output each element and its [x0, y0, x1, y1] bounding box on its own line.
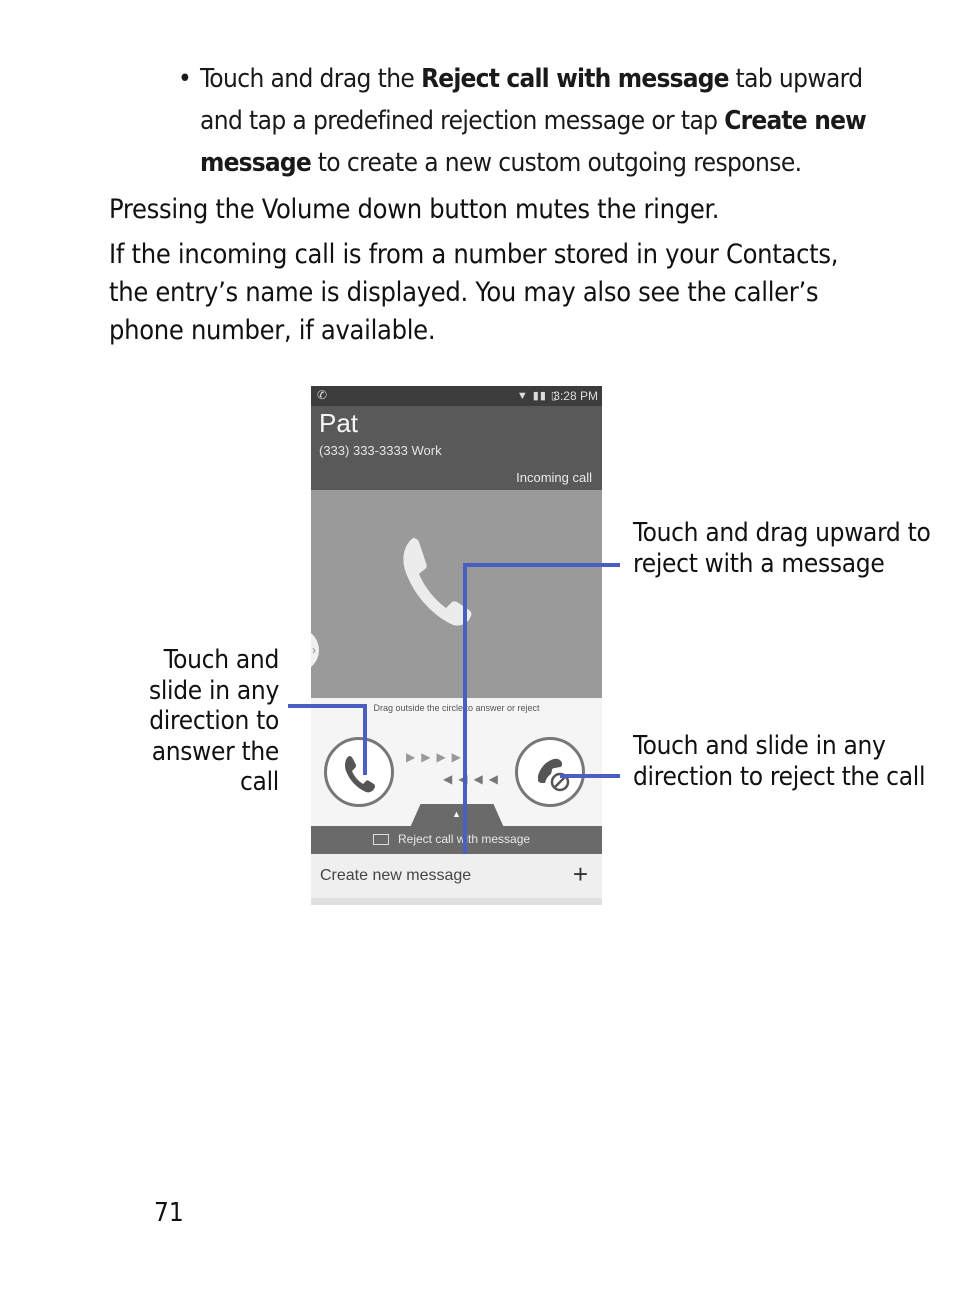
paragraph-volume: Pressing the Volume down button mutes the ringer.: [109, 194, 720, 225]
create-new-message-label: Create new message: [320, 867, 472, 884]
envelope-icon: [373, 834, 389, 845]
call-status: Incoming call: [516, 470, 592, 485]
bullet-text-part3: to create a new custom outgoing response.: [310, 148, 802, 178]
callout-reject-call: Touch and slide in any direction to reject the call: [633, 731, 926, 792]
bullet-bold-create: Create new message: [200, 106, 866, 178]
create-new-message-row[interactable]: [311, 854, 602, 898]
phone-handset-icon: [399, 532, 475, 628]
drag-hint: Drag outside the circle to answer or reject: [373, 703, 540, 713]
reject-direction-arrows: ◀◀◀◀: [443, 772, 504, 786]
bullet-bold-reject: Reject call with message: [421, 64, 729, 94]
call-notification-icon: ✆: [317, 388, 328, 402]
caller-number: (333) 333-3333 Work: [319, 443, 442, 458]
side-tab-handle[interactable]: ›: [311, 628, 319, 672]
signal-battery-icon: ▼ ▮▮ ▯: [516, 390, 558, 402]
bullet-text: [200, 58, 878, 184]
answer-call-button[interactable]: [324, 737, 394, 807]
caret-up-icon: ▲: [452, 809, 461, 819]
callout-reject-message: Touch and drag upward to reject with a message: [633, 518, 931, 579]
bullet-text-part1: Touch and drag the: [200, 64, 422, 94]
reject-call-button[interactable]: [515, 737, 585, 807]
caller-name: Pat: [319, 408, 359, 438]
callout-answer: Touch and slide in any direction to answer the call: [148, 645, 279, 797]
status-bar: [311, 386, 602, 406]
answer-phone-icon: [327, 740, 391, 804]
status-time: 3:28 PM: [553, 389, 598, 403]
paragraph-contacts: If the incoming call is from a number stored in your Contacts, the entry’s name is displayed. You may also see the caller’s phone number, if available.: [109, 239, 839, 346]
answer-direction-arrows: ▶▶▶▶: [406, 750, 467, 764]
reject-with-message-label: Reject call with message: [398, 832, 531, 846]
bullet-symbol: •: [178, 64, 192, 94]
reject-with-message-bar[interactable]: [311, 826, 602, 854]
page-number: 71: [154, 1198, 184, 1228]
bullet-item: [178, 58, 878, 184]
reject-phone-icon: [518, 740, 582, 804]
caller-photo-area: [311, 490, 602, 698]
bullet-text-part2: tab upward and tap a predefined rejection message or tap: [200, 64, 863, 136]
incoming-call-screenshot: [311, 386, 602, 905]
caller-header: [311, 406, 602, 490]
answer-reject-area: [311, 698, 602, 828]
plus-icon[interactable]: +: [572, 859, 588, 889]
bottom-strip: [311, 898, 602, 905]
